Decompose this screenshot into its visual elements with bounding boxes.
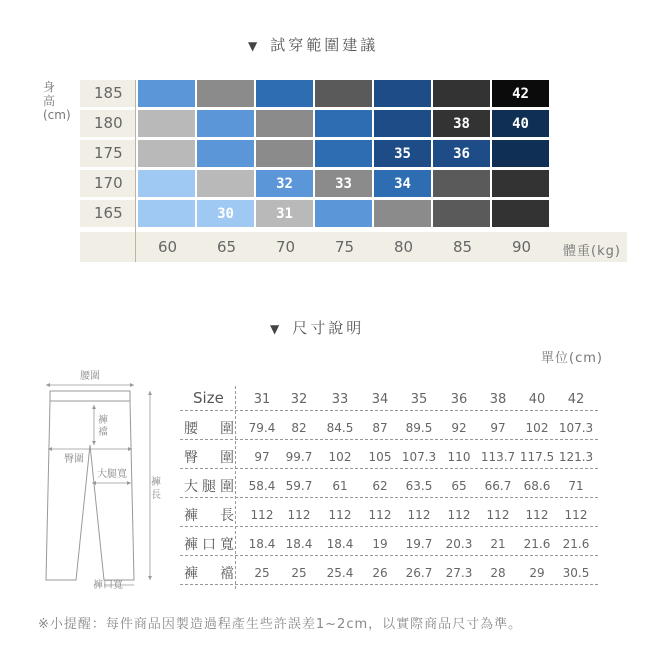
row-value: 18.4 <box>248 537 276 551</box>
row-value: 79.4 <box>248 421 276 435</box>
row-value: 62 <box>372 479 388 493</box>
row-value: 112 <box>368 508 392 522</box>
y-axis-label: 身高(cm) <box>43 80 71 122</box>
hem-label: 褲口寬 <box>93 580 123 590</box>
row-value: 25 <box>254 566 270 580</box>
height-label-175: 175 <box>80 140 135 167</box>
size-header: 42 <box>567 392 585 407</box>
row-value: 117.5 <box>519 450 555 464</box>
weight-label-75: 75 <box>334 238 355 256</box>
size-header: 31 <box>253 392 271 407</box>
fit-title-text: 試穿範圍建議 <box>270 36 379 54</box>
hip-label: 臀圍 <box>64 454 84 465</box>
size-badge: 31 <box>276 205 293 222</box>
row-value: 112 <box>447 508 471 522</box>
weight-label-60: 60 <box>157 238 178 256</box>
row-value: 18.4 <box>326 537 354 551</box>
row-name: 褲口寬 <box>184 537 238 553</box>
size-badge: 33 <box>335 175 352 192</box>
size-header: 40 <box>528 392 546 407</box>
unit-label: 單位(cm) <box>541 351 603 366</box>
size-header-label: Size <box>193 389 224 407</box>
rise-label: 褲 <box>98 415 108 426</box>
size-header: 32 <box>290 392 308 407</box>
row-value: 26 <box>372 566 388 580</box>
row-value: 18.4 <box>285 537 313 551</box>
size-header: 38 <box>489 392 507 407</box>
table-rule <box>180 584 598 585</box>
row-value: 87 <box>372 421 388 435</box>
size-badge: 30 <box>217 205 234 222</box>
table-rule <box>180 497 598 498</box>
size-header: 35 <box>410 392 428 407</box>
row-name: 腰 圍 <box>184 421 238 437</box>
triangle-down-icon: ▼ <box>270 322 283 336</box>
weight-label-85: 85 <box>452 238 473 256</box>
row-value: 102 <box>525 421 549 435</box>
size-badge: 36 <box>453 145 470 162</box>
row-name: 臀 圍 <box>184 450 238 466</box>
row-value: 97 <box>254 450 270 464</box>
length-label: 褲 <box>151 477 161 488</box>
svg-text:襠: 襠 <box>98 427 108 438</box>
row-value: 28 <box>490 566 506 580</box>
row-value: 112 <box>564 508 588 522</box>
weight-label-80: 80 <box>393 238 414 256</box>
row-value: 71 <box>568 479 584 493</box>
table-rule <box>180 468 598 469</box>
height-label-165: 165 <box>80 200 135 227</box>
waist-label: 腰圍 <box>80 371 100 382</box>
row-value: 25.4 <box>326 566 354 580</box>
row-value: 27.3 <box>445 566 473 580</box>
row-value: 61 <box>332 479 348 493</box>
row-value: 110 <box>447 450 471 464</box>
row-value: 89.5 <box>405 421 433 435</box>
size-badge: 34 <box>394 175 411 192</box>
row-value: 68.6 <box>523 479 551 493</box>
note-text: ※小提醒：每件商品因製造過程產生些許誤差1~2cm，以實際商品尺寸為準。 <box>38 617 523 632</box>
row-name: 褲 長 <box>184 508 238 524</box>
size-header: 34 <box>371 392 389 407</box>
size-header: 36 <box>450 392 468 407</box>
row-value: 26.7 <box>405 566 433 580</box>
row-value: 66.7 <box>484 479 512 493</box>
row-value: 97 <box>490 421 506 435</box>
row-name: 大腿圍 <box>184 479 238 495</box>
row-value: 30.5 <box>562 566 590 580</box>
row-value: 107.3 <box>401 450 437 464</box>
row-value: 112 <box>250 508 274 522</box>
row-value: 112 <box>486 508 510 522</box>
triangle-down-icon: ▼ <box>248 39 261 53</box>
size-badge: 40 <box>512 115 529 132</box>
row-value: 112 <box>328 508 352 522</box>
height-label-180: 180 <box>80 110 135 137</box>
height-label-170: 170 <box>80 170 135 197</box>
row-value: 25 <box>291 566 307 580</box>
size-badge: 38 <box>453 115 470 132</box>
row-value: 107.3 <box>558 421 594 435</box>
size-header: 33 <box>331 392 349 407</box>
row-value: 21.6 <box>523 537 551 551</box>
weight-label-90: 90 <box>511 238 532 256</box>
size-badge: 32 <box>276 175 293 192</box>
row-value: 29 <box>529 566 545 580</box>
row-value: 92 <box>451 421 467 435</box>
svg-text:長: 長 <box>151 490 161 501</box>
row-value: 84.5 <box>326 421 354 435</box>
row-value: 59.7 <box>285 479 313 493</box>
row-value: 99.7 <box>285 450 313 464</box>
row-name: 褲 襠 <box>184 566 238 582</box>
row-value: 63.5 <box>405 479 433 493</box>
table-rule <box>180 410 598 411</box>
size-badge: 35 <box>394 145 411 162</box>
row-value: 19 <box>372 537 388 551</box>
row-value: 20.3 <box>445 537 473 551</box>
row-value: 112 <box>525 508 549 522</box>
table-rule <box>180 526 598 527</box>
row-value: 21.6 <box>562 537 590 551</box>
row-value: 102 <box>328 450 352 464</box>
x-axis-label: 體重(kg) <box>563 244 621 259</box>
row-value: 113.7 <box>480 450 516 464</box>
table-rule <box>180 555 598 556</box>
weight-label-65: 65 <box>216 238 237 256</box>
row-value: 58.4 <box>248 479 276 493</box>
row-value: 82 <box>291 421 307 435</box>
thigh-label: 大腿寬 <box>97 469 127 480</box>
row-value: 105 <box>368 450 392 464</box>
row-value: 21 <box>490 537 506 551</box>
height-label-185: 185 <box>80 80 135 107</box>
size-badge: 42 <box>512 85 529 102</box>
size-title-text: 尺寸說明 <box>292 319 365 337</box>
row-value: 112 <box>407 508 431 522</box>
row-value: 121.3 <box>558 450 594 464</box>
row-value: 112 <box>287 508 311 522</box>
row-value: 65 <box>451 479 467 493</box>
row-value: 19.7 <box>405 537 433 551</box>
weight-label-70: 70 <box>275 238 296 256</box>
table-rule <box>180 439 598 440</box>
